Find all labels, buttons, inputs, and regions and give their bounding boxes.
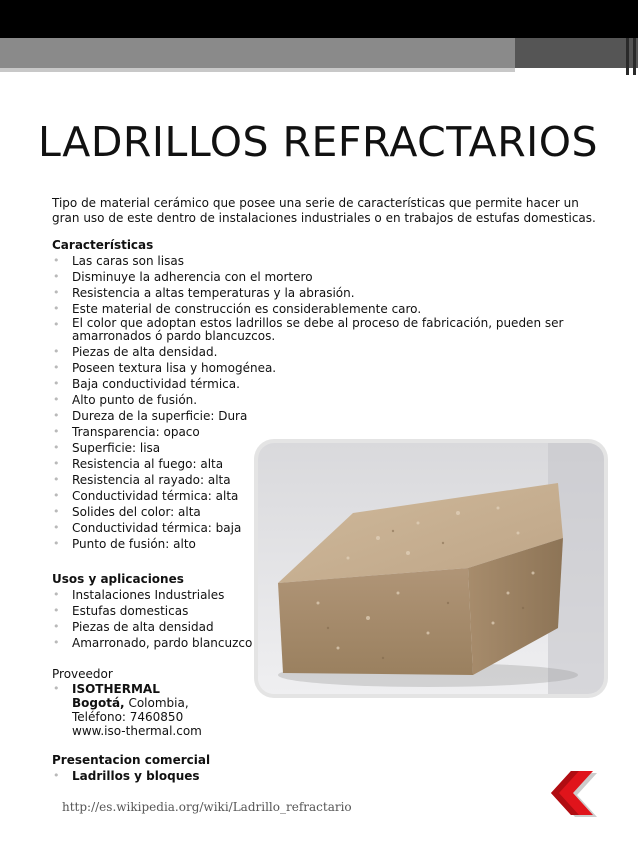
list-item: • Resistencia a altas temperaturas y la abrasión. bbox=[53, 286, 355, 300]
list-item: • Poseen textura lisa y homogénea. bbox=[53, 361, 277, 375]
provider-location: Bogotá, Colombia, bbox=[72, 696, 189, 710]
list-item: • Disminuye la adherencia con el mortero bbox=[53, 270, 313, 284]
list-item: • Estufas domesticas bbox=[53, 604, 189, 618]
bullet-dot-icon: • bbox=[53, 270, 60, 283]
list-item: • Baja conductividad térmica. bbox=[53, 377, 240, 391]
bullet-dot-icon: • bbox=[53, 473, 60, 486]
list-item: • Punto de fusión: alto bbox=[53, 537, 196, 551]
source-link[interactable]: http://es.wikipedia.org/wiki/Ladrillo_refractario bbox=[62, 800, 352, 814]
bullet-dot-icon: • bbox=[53, 588, 60, 601]
provider-phone: Teléfono: 7460850 bbox=[72, 710, 184, 724]
back-arrow-icon[interactable] bbox=[551, 769, 601, 817]
page-title: LADRILLOS REFRACTARIOS bbox=[38, 118, 599, 166]
list-item bbox=[52, 682, 202, 696]
list-item: • Conductividad térmica: baja bbox=[53, 521, 242, 535]
bullet-dot-icon: • bbox=[53, 286, 60, 299]
list-item: • Transparencia: opaco bbox=[53, 425, 200, 439]
presentacion-section bbox=[52, 752, 210, 784]
bullet-dot-icon: • bbox=[53, 425, 60, 438]
proveedor-heading: Proveedor bbox=[52, 667, 113, 681]
list-item: • Resistencia al fuego: alta bbox=[53, 457, 224, 471]
bullet-dot-icon: • bbox=[53, 682, 60, 695]
bullet-dot-icon: • bbox=[53, 302, 60, 315]
bullet-dot-icon: • bbox=[53, 377, 60, 390]
usos-section bbox=[52, 571, 252, 651]
usos-list bbox=[52, 587, 252, 651]
list-item: • Conductividad térmica: alta bbox=[53, 489, 239, 503]
brick-front-face bbox=[278, 568, 473, 675]
bullet-dot-icon: • bbox=[53, 537, 60, 550]
header-underline bbox=[0, 68, 515, 72]
header-bar-gray-dark bbox=[515, 38, 638, 68]
provider-website: www.iso-thermal.com bbox=[72, 724, 202, 738]
bullet-dot-icon: • bbox=[53, 409, 60, 422]
presentacion-heading: Presentacion comercial bbox=[52, 753, 211, 767]
list-item: • Las caras son lisas bbox=[53, 254, 184, 268]
intro-text: Tipo de material cerámico que posee una serie de características que permite hacer un gran uso de este dentro de instalaciones industriales o en trabajos de estufas domesticas. bbox=[52, 196, 596, 225]
list-item: • Piezas de alta densidad bbox=[53, 620, 214, 634]
list-item: • Este material de construcción es considerablemente caro. bbox=[53, 302, 422, 316]
bullet-dot-icon: • bbox=[53, 769, 60, 782]
bullet-dot-icon: • bbox=[53, 521, 60, 534]
bullet-dot-icon: • bbox=[53, 457, 60, 470]
bullet-dot-icon: • bbox=[53, 441, 60, 454]
proveedor-section bbox=[52, 666, 202, 738]
bullet-dot-icon: • bbox=[53, 361, 60, 374]
list-item: • Alto punto de fusión. bbox=[53, 393, 198, 407]
brick-photo bbox=[258, 443, 604, 694]
bullet-dot-icon: • bbox=[53, 345, 60, 358]
list-item: • Resistencia al rayado: alta bbox=[53, 473, 231, 487]
caracteristicas-heading: Características bbox=[52, 238, 154, 252]
bullet-dot-icon: • bbox=[53, 505, 60, 518]
provider-name: ISOTHERMAL bbox=[72, 682, 160, 696]
list-item: • Superficie: lisa bbox=[53, 441, 161, 455]
list-item: • Piezas de alta densidad. bbox=[53, 345, 218, 359]
bullet-dot-icon: • bbox=[53, 604, 60, 617]
usos-heading: Usos y aplicaciones bbox=[52, 572, 184, 586]
bullet-dot-icon: • bbox=[53, 489, 60, 502]
list-item: • El color que adoptan estos ladrillos se debe al proceso de fabricación, pueden ser amarronados ó pardo blancuzcos. bbox=[53, 316, 564, 343]
brick-illustration bbox=[258, 443, 604, 694]
bullet-dot-icon: • bbox=[53, 254, 60, 267]
bullet-dot-icon: • bbox=[53, 636, 60, 649]
list-item: • Ladrillos y bloques bbox=[53, 769, 200, 783]
presentacion-list bbox=[52, 768, 210, 784]
bullet-dot-icon: • bbox=[53, 393, 60, 406]
header-tick bbox=[633, 38, 636, 75]
list-item: • Amarronado, pardo blancuzco bbox=[53, 636, 253, 650]
header-bar-black bbox=[0, 0, 638, 38]
header-tick bbox=[626, 38, 629, 75]
bullet-dot-icon: • bbox=[53, 318, 60, 331]
list-item: • Dureza de la superficie: Dura bbox=[53, 409, 248, 423]
list-item: • Instalaciones Industriales bbox=[53, 588, 225, 602]
list-item: • Solides del color: alta bbox=[53, 505, 201, 519]
proveedor-list bbox=[52, 682, 202, 696]
bullet-dot-icon: • bbox=[53, 620, 60, 633]
